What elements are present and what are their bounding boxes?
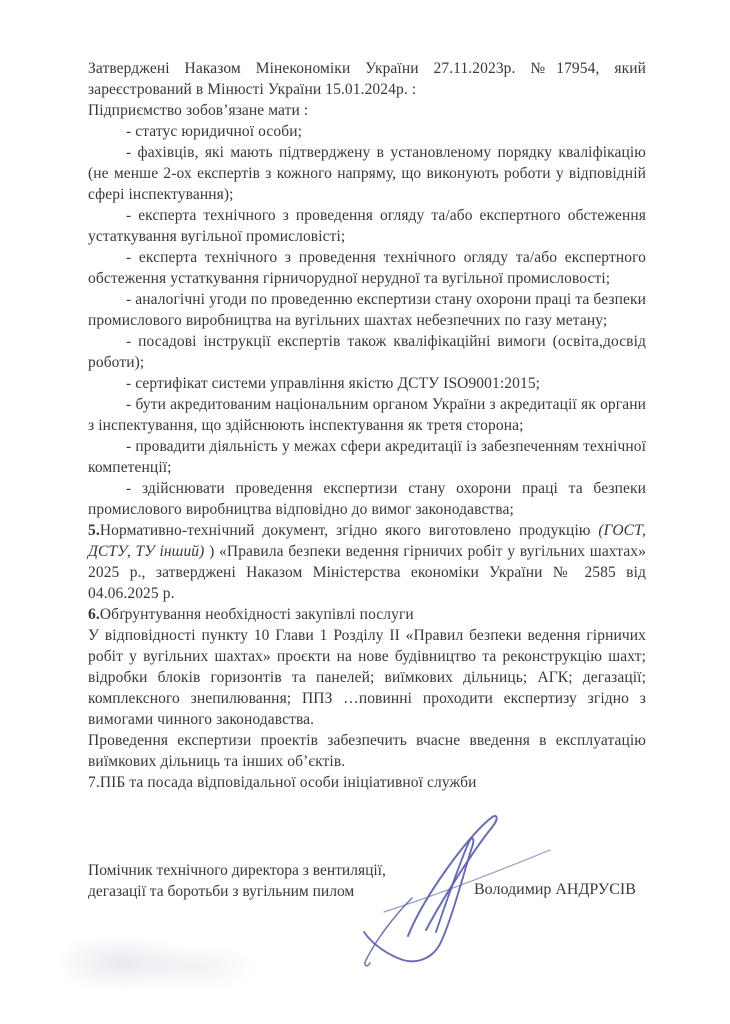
paragraph-approval: Затверджені Наказом Мінекономіки України 27.11.2023р. №17954, який зареєстрований в Мінюсті України 15.01.2024р. : <box>88 60 646 98</box>
section-5-paragraph <box>88 520 646 604</box>
signature-position-line1: Помічник технічного директора з вентиляції, <box>88 862 386 879</box>
requirement-item: - фахівців, які мають підтверджену в установленому порядку кваліфікацію (не менше 2-ох експертів з кожного напряму, що виконують роботи у відповідній сфері інспектування); <box>88 144 646 203</box>
signature-stroke-loop <box>408 816 497 936</box>
section-6-number: 6. <box>88 606 100 623</box>
requirement-item: - сертифікат системи управління якістю ДСТУ ISO9001:2015; <box>126 375 541 392</box>
paragraph-obligation: Підприємство зобов’язане мати : <box>88 102 309 119</box>
requirement-item: - аналогічні угоди по проведенню експертизи стану охорони праці та безпеки промислового виробництва на вугільних шахтах небезпечних по газу метану; <box>88 291 646 329</box>
signature-position-line2: дегазації та боротьби з вугільним пилом <box>88 883 355 900</box>
signature-name: Володимир АНДРУСІВ <box>474 881 636 898</box>
signature-position-title <box>88 860 418 902</box>
requirement-item: - експерта технічного з проведення огляду та/або експертного обстеження устаткування вугільної промисловісті; <box>88 207 646 245</box>
section-7-line: 7.ПІБ та посада відповідальної особи ініціативної служби <box>88 774 477 791</box>
requirement-item: - провадити діяльність у межах сфери акредитації із забезпеченням технічної компетенції; <box>88 438 646 476</box>
requirement-item: - бути акредитованим національним органом України з акредитації як органи з інспектування, що здійснюють інспектування як третя сторона; <box>88 396 646 434</box>
requirement-item: - статус юридичної особи; <box>126 123 303 140</box>
section-6-body: У відповідності пункту 10 Глави 1 Розділу ІІ «Правил безпеки ведення гірничих робіт у вугільних шахтах» проєкти на нове будівництво та реконструкцію шахт; відробки блоків горизонтів та панелей; виїмкових дільниць; АГК; дегазації; комплексного знепилювання; ППЗ …повинні проходити експертизу згідно з вимогами чинного законодавства. <box>88 627 646 728</box>
signature-stroke-tail <box>365 898 412 966</box>
requirement-item: - посадові інструкції експертів також кваліфікаційні вимоги (освіта,досвід роботи); <box>88 333 646 371</box>
document-text-block <box>88 58 646 793</box>
requirement-item: - здійснювати проведення експертизи стану охорони праці та безпеки промислового виробництва відповідно до вимог законодавства; <box>88 480 646 518</box>
scan-smudge <box>142 944 257 990</box>
section-5-italic-standards: (ГОСТ, ДСТУ, ТУ інший) <box>88 522 646 560</box>
section-5-tail: ) «Правила безпеки ведення гірничих робіт у вугільних шахтах» 2025 р., затверджені Наказом Міністерства економіки України № 2585 від 04.06.2025 р. <box>88 543 647 602</box>
section-5-lead: Нормативно-технічний документ, згідно якого виготовлено продукцію <box>99 522 599 539</box>
section-6-heading <box>88 604 646 625</box>
requirement-item: - експерта технічного з проведення технічного огляду та/або експертного обстеження устаткування гірничорудної нерудної та вугільної промисловості; <box>88 249 646 287</box>
section-6-body-2: Проведення експертизи проектів забезпечить вчасне введення в експлуатацію виїмкових дільниць та інших об’єктів. <box>88 732 646 770</box>
section-5-number: 5. <box>88 522 100 539</box>
scan-smudge <box>64 936 194 990</box>
section-6-heading-text: Обґрунтування необхідності закупівлі послуги <box>99 606 414 623</box>
